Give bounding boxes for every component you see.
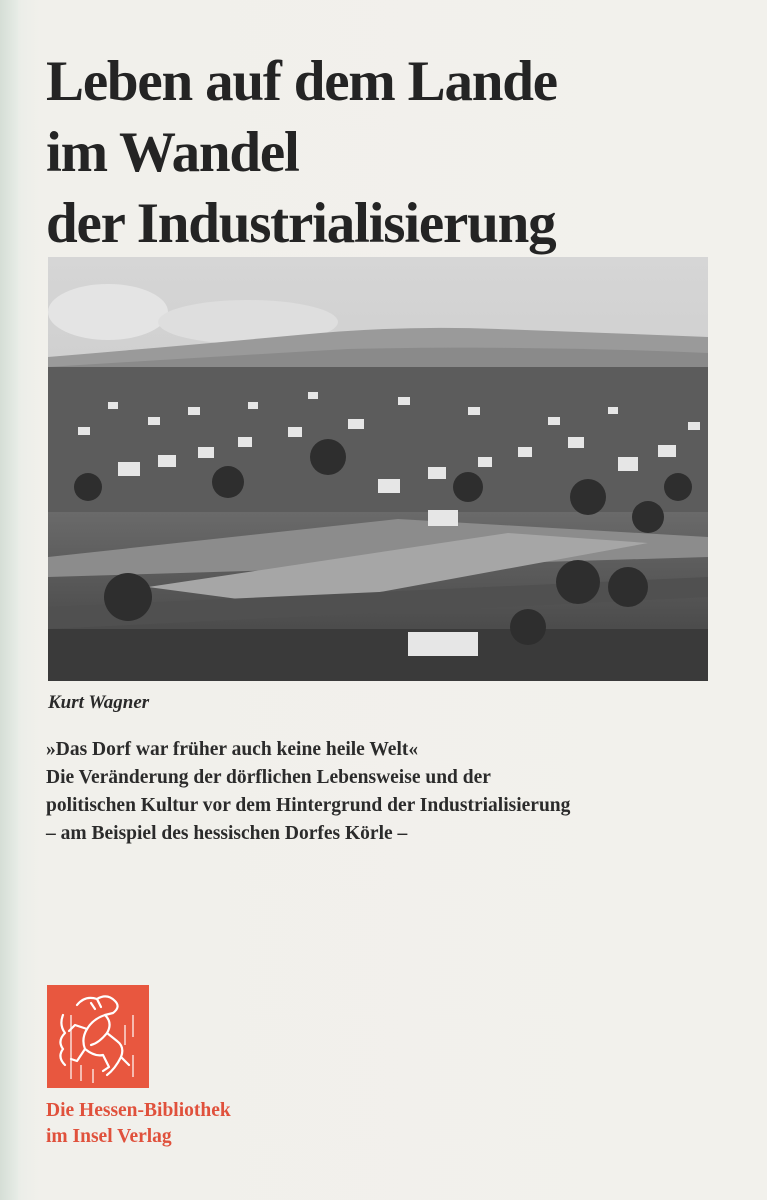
book-title xyxy=(46,46,746,259)
subtitle-line-2: Die Veränderung der dörflichen Lebensweise und der xyxy=(46,767,491,788)
subtitle-line-3: politischen Kultur vor dem Hintergrund der Industrialisierung xyxy=(46,795,571,816)
village-photo xyxy=(48,257,708,681)
subtitle xyxy=(46,736,746,848)
subtitle-line-4: – am Beispiel des hessischen Dorfes Körle – xyxy=(46,823,408,844)
title-line-2: im Wandel xyxy=(46,121,299,184)
title-line-1: Leben auf dem Lande xyxy=(46,50,557,113)
spine-edge xyxy=(0,0,18,1200)
publisher xyxy=(46,1098,231,1150)
author-name: Kurt Wagner xyxy=(48,692,150,713)
publisher-line-2: im Insel Verlag xyxy=(46,1126,172,1147)
hessian-lion-icon xyxy=(47,985,149,1088)
title-line-3: der Industrialisierung xyxy=(46,192,556,255)
publisher-line-1: Die Hessen-Bibliothek xyxy=(46,1100,231,1121)
subtitle-line-1: »Das Dorf war früher auch keine heile Welt« xyxy=(46,739,419,760)
